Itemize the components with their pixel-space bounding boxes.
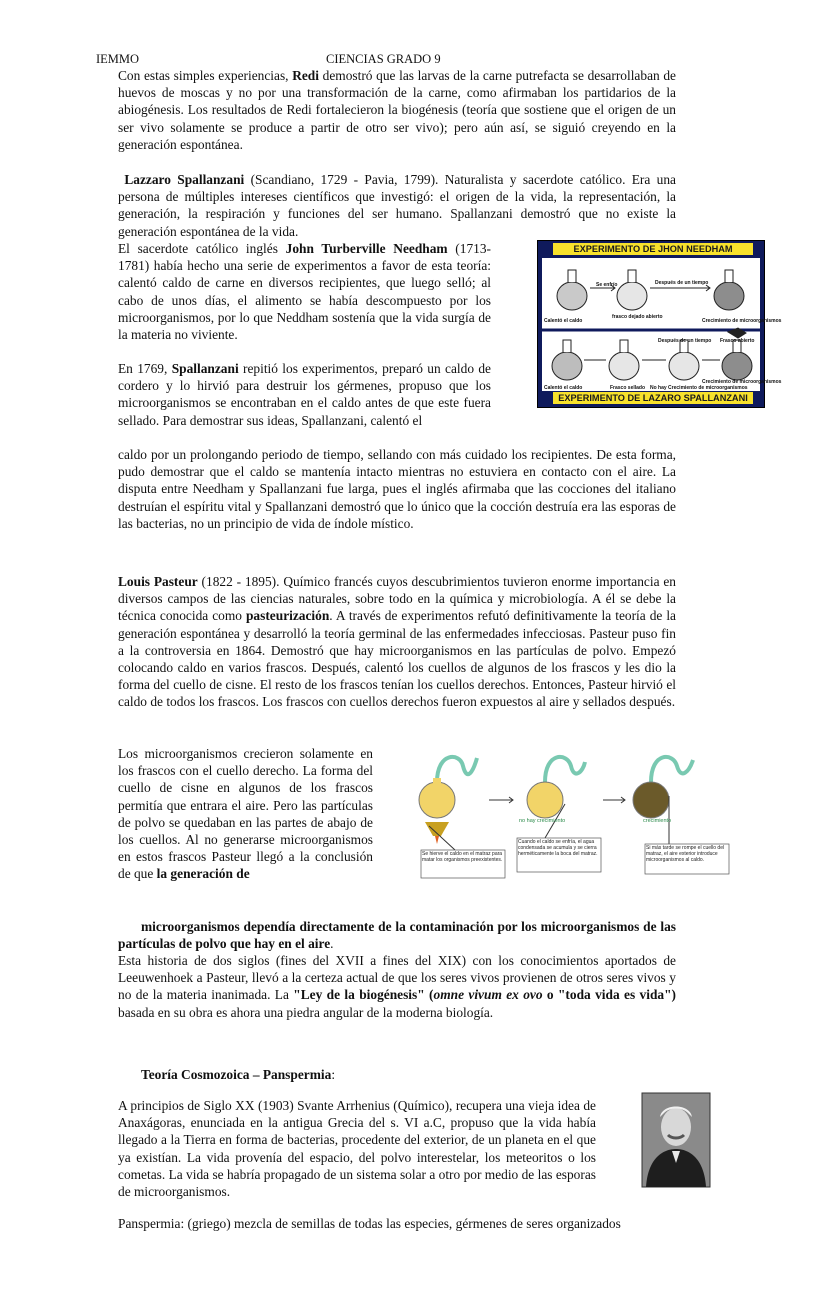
- paragraph-redi: Con estas simples experiencias, Redi demostró que las larvas de la carne putrefacta se desarrollaban de huevos de moscas y no por una transformación de la carne, como afirmaban los partidarios de la abiogénesis. Los resultados de Redi fortalecieron la biogénesis (teoría que sostiene que el origen de un ser vivo solamente se produce a partir de otro ser vivo); pero aún así, se siguió creyendo en la generación espontánea.: [118, 68, 677, 152]
- fig1-calento-1: Calentó el caldo: [544, 318, 583, 324]
- fig1-se-enfrio: Se enfrío: [596, 282, 618, 288]
- fig1-calento-2: Calentó el caldo: [544, 385, 583, 391]
- paragraph-caldo: caldo por un prolongando periodo de tiempo, sellando con más cuidado los recipientes. De esta forma, pudo demostrar que el caldo se mantenía intacto mientras no estuviera en contacto con el aire. La disputa entre Needham y Spallanzani fue larga, pues el inglés afirmaba que las cocciones del italiano destruían el espíritu vital y Spallanzani demostró que lo único que la cocción destruía era las esporas de las bacterias, no un principio de vida de índole místico.: [118, 447, 676, 531]
- portrait-image: [642, 1093, 710, 1187]
- paragraph-needham: El sacerdote católico inglés John Turberville Needham (1713- 1781) había hecho una serie de experimentos a favor de esta teoría: calentó caldo de carne en diversos recipientes, que luego selló; al cabo de unos días, el alimento se había descompuesto por los microorganismos, por lo que Neddham sostenía que la vida surgía de la materia no viviente.: [118, 241, 491, 343]
- paragraph-spallanzani: Lazzaro Spallanzani (Scandiano, 1729 - Pavia, 1799). Naturalista y sacerdote católico. Era una persona de múltiples intereses científicos que investigó: el origen de la vida, la representación, la generación, la respiración y funciones del ser humano. Spallanzani demostró que no existe la generación espontánea de la vida.: [118, 172, 676, 239]
- flask-diagram: [542, 258, 782, 391]
- fig1-crecimiento-1: Crecimiento de microorganismos: [702, 318, 782, 324]
- pasteur-flask-figure: [415, 752, 733, 882]
- heading-panspermia: Teoría Cosmozoica – Panspermia:: [141, 1067, 336, 1082]
- needham-spallanzani-figure: [537, 240, 782, 408]
- arrhenius-portrait: [642, 1093, 710, 1187]
- header-subject: CIENCIAS GRADO 9: [326, 52, 441, 66]
- pasteur-note-2: Cuando el caldo se enfría, el agua condensada se acumula y se cierra herméticamente la boca del matraz.: [518, 839, 598, 857]
- paragraph-historia: Esta historia de dos siglos (fines del XVII a fines del XIX) con los conocimientos aportados de Leeuwenhoek a Pasteur, llevó a la certeza actual de que los seres vivos provienen de otros seres vivos y no de la materia inanimada. La "Ley de la biogénesis" (omne vivum ex ovo o "toda vida es vida") basada en su obra es ahora una piedra angular de la moderna biología.: [118, 953, 676, 1020]
- fig2-crecimiento: Crecimiento de microorganismos: [702, 379, 782, 385]
- fig2-frasco-abierto: Frasco abierto: [720, 338, 755, 344]
- header-school: IEMMO: [96, 52, 140, 66]
- paragraph-microorganisms: Los microorganismos crecieron solamente en los frascos con el cuello derecho. La forma del cuello de cisne en algunos de los frascos permitía que entrara el aire. Pero las partículas de polvo se quedaban en las partes de abajo de los cuellos. Al no generarse microorganismos en estos frascos Pasteur llegó a la conclusión de que la generación de: [118, 746, 373, 882]
- needham-title: EXPERIMENTO DE JHON NEEDHAM: [553, 243, 753, 255]
- paragraph-arrhenius: A principios de Siglo XX (1903) Svante Arrhenius (Químico), recupera una vieja idea de Anaxágoras, enunciada en la antigua Grecia del s. VI a.C, propuso que la vida había llegado a la Tierra en forma de bacterias, procedente del exterior, de un planeta en el que ya existían. La vida provenía del espacio, del polvo interestelar, los meteoritos o los cometas. La vida se habría propagado de un sistema solar a otro por medio de las esporas de microorganismos.: [118, 1098, 596, 1200]
- pasteur-no-hay: no hay crecimiento: [519, 818, 566, 824]
- pasteur-diagram: [415, 752, 733, 882]
- paragraph-1769: En 1769, Spallanzani repitió los experimentos, preparó un caldo de cordero y lo hirvió para destruir los gérmenes, propuso que los microorganismos se encontraban en el caldo antes de que este fuera sellado. Para demostrar sus ideas, Spallanzani, calentó el: [118, 361, 492, 428]
- pasteur-note-1: Se hierve el caldo en el matraz para matar los organismos preexistentes.: [422, 851, 503, 863]
- spallanzani-title: EXPERIMENTO DE LAZARO SPALLANZANI: [553, 392, 753, 404]
- paragraph-pasteur: Louis Pasteur (1822 - 1895). Químico francés cuyos descubrimientos tuvieron enorme importancia en diversos campos de las ciencias naturales, sobre todo en la química y microbiología. A él se debe la técnica conocida como pasteurización. A través de experimentos refutó definitivamente la teoría de la generación espontánea y desarrolló la teoría germinal de las enfermedades infecciosas. Pasteur puso fin a la controversia en 1864. Demostró que hay microorganismos en las partículas de polvo. Empezó colocando caldo en varios frascos. Después, calentó los cuellos de algunos de los frascos y les dio la forma del cuello de cisne. El resto de los frascos tenían los cuellos derechos. Entonces, Pasteur hirvió el caldo de todos los frascos. Los frascos con cuellos derechos fueron expuestos al aire y sellados después.: [118, 574, 676, 710]
- fig2-no-hay: No hay Crecimiento de microorganismos: [650, 385, 748, 391]
- paragraph-microorganisms-conclusion: microorganismos dependía directamente de la contaminación por los microorganismos de las partículas de polvo que hay en el aire.: [118, 919, 676, 952]
- pasteur-note-3: Si más tarde se rompe el cuello del matraz, el aire exterior introduce microorganismos al caldo.: [646, 845, 725, 863]
- paragraph-panspermia: Panspermia: (griego) mezcla de semillas de todas las especies, gérmenes de seres organizados: [118, 1216, 621, 1231]
- fig2-sellado: Frasco sellado: [610, 385, 646, 391]
- pasteur-crecimiento: crecimiento: [643, 818, 672, 824]
- fig2-despues: Después de un tiempo: [658, 338, 712, 344]
- fig1-despues: Después de un tiempo: [655, 280, 709, 286]
- fig1-frasco-abierto: frasco dejado abierto: [612, 314, 663, 320]
